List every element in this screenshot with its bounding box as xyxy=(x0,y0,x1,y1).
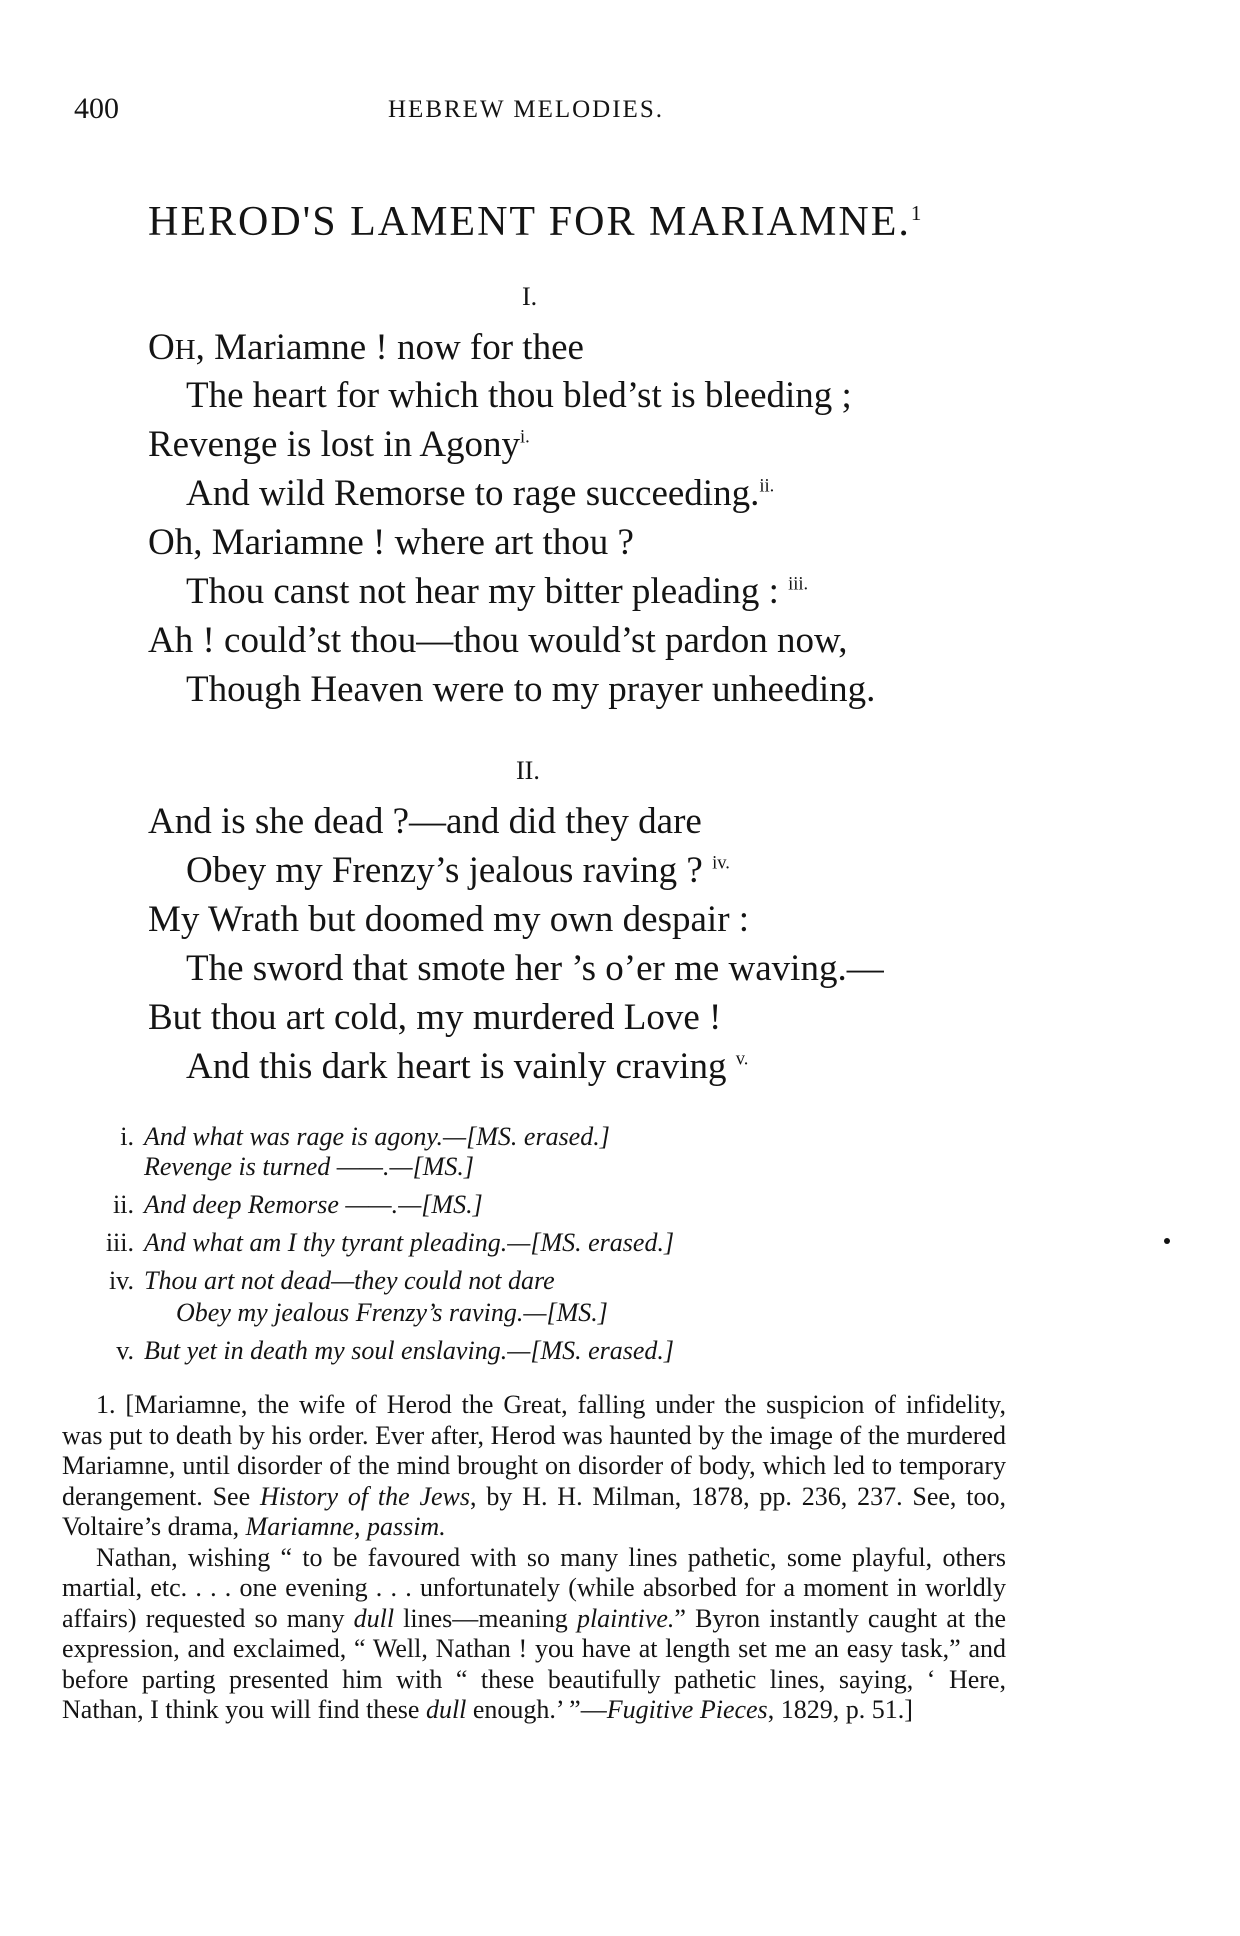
verse-line: Revenge is lost in Agony$^{i.}$ xyxy=(148,424,530,465)
poem-title xyxy=(148,198,923,246)
variant-reading: i. And what was rage is agony.—[MS. erased.] xyxy=(120,1122,610,1151)
verse-line: Thou canst not hear my bitter pleading : $^{iii.}$ xyxy=(186,571,809,612)
variant-ref: iii. xyxy=(788,574,809,595)
footnote-paragraph: 1. [Mariamne, the wife of Herod the Great, falling under the suspicion of infidelity, was put to death by his order. Ever after, Herod was haunted by the image of the murdered Mariamne, until disorder of the mind brought on disorder of body, which led to temporary derangement. See History of the Jews, by H. H. Milman, 1878, pp. 236, 237. See, too, Voltaire’s drama, Mariamne, passim. xyxy=(62,1390,1006,1541)
variant-reading: v. But yet in death my soul enslaving.—[MS. erased.] xyxy=(116,1336,675,1365)
verse-line: Ah ! could’st thou—thou would’st pardon now, xyxy=(148,620,848,661)
poem-title-text: HEROD'S LAMENT FOR MARIAMNE. xyxy=(148,199,911,245)
footnote-paragraph: Nathan, wishing “ to be favoured with so many lines pathetic, some playful, others martial, etc. . . . one evening . . . unfortunately (while absorbed for a moment in worldly affairs) requested so many dull lines—meaning plaintive.” Byron instantly caught at the expression, and exclaimed, “ Well, Nathan ! you have at length set me an easy task,” and before parting presented him with “ these beautifully pathetic lines, saying, ‘ Here, Nathan, I think you will find these dull enough.’ ”—Fugitive Pieces, 1829, p. 51.] xyxy=(62,1542,1006,1724)
editorial-footnote xyxy=(62,1390,1006,1726)
variant-reading: Obey my jealous Frenzy’s raving.—[MS.] xyxy=(176,1298,608,1327)
verse-line: Obey my Frenzy’s jealous raving ? $^{iv.}$ xyxy=(186,850,730,891)
verse-line: But thou art cold, my murdered Love ! xyxy=(148,997,722,1038)
variant-ref: ii. xyxy=(759,476,775,497)
variant-ref: v. xyxy=(735,1049,749,1070)
stanza-number: I. xyxy=(522,282,538,311)
variant-ref: iv. xyxy=(712,853,730,874)
verse-line: And wild Remorse to rage succeeding.$^{ii.}$ xyxy=(186,473,775,514)
variant-reading: iv. Thou art not dead—they could not dare xyxy=(108,1266,555,1295)
variant-reading: iii. And what am I thy tyrant pleading.—[MS. erased.] xyxy=(105,1228,675,1257)
verse-line: The heart for which thou bled’st is bleeding ; xyxy=(186,375,852,416)
verse-line: And is she dead ?—and did they dare xyxy=(148,801,702,842)
verse-line: My Wrath but doomed my own despair : xyxy=(148,899,750,940)
verse-line: And this dark heart is vainly craving $^{v.}$ xyxy=(186,1046,749,1087)
variant-ref: i. xyxy=(520,427,530,448)
title-footnote-ref: 1 xyxy=(910,201,924,225)
variant-reading: ii. And deep Remorse ——.—[MS.] xyxy=(113,1190,483,1219)
verse-line: The sword that smote her ’s o’er me waving.— xyxy=(186,948,884,989)
page-number: 400 xyxy=(74,92,119,125)
stanza-number: II. xyxy=(516,756,540,785)
verse-line: Though Heaven were to my prayer unheeding. xyxy=(186,669,876,710)
variant-reading: Revenge is turned ——.—[MS.] xyxy=(144,1152,475,1181)
verse-line: OH, Mariamne ! now for thee xyxy=(148,327,584,368)
margin-speck xyxy=(1164,1238,1170,1244)
verse-line: Oh, Mariamne ! where art thou ? xyxy=(148,522,634,563)
running-title: HEBREW MELODIES. xyxy=(388,96,664,123)
